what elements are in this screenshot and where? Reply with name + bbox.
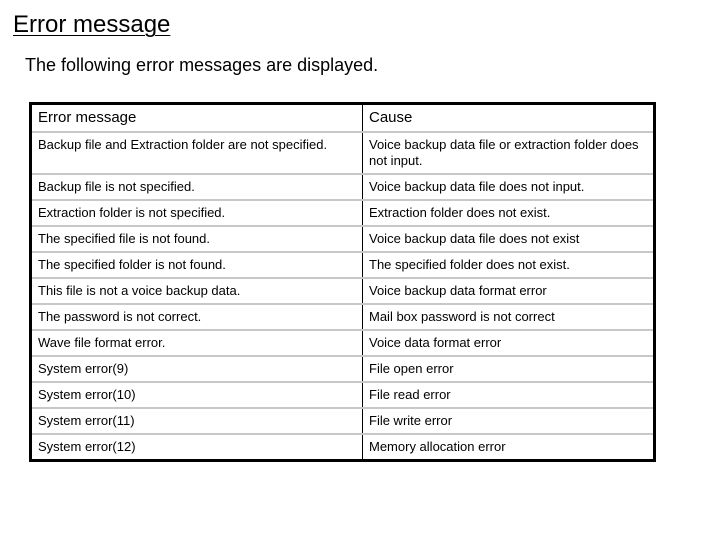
table-row bbox=[31, 356, 655, 382]
error-message-cell: Extraction folder is not specified. bbox=[31, 200, 363, 226]
error-table-body bbox=[31, 104, 655, 461]
table-header-row bbox=[31, 104, 655, 133]
error-message-cell: Backup file is not specified. bbox=[31, 174, 363, 200]
cause-cell: Voice backup data file or extraction folder does not input. bbox=[363, 132, 655, 174]
cause-cell: File write error bbox=[363, 408, 655, 434]
cause-cell: Mail box password is not correct bbox=[363, 304, 655, 330]
error-message-cell: System error(9) bbox=[31, 356, 363, 382]
table-row bbox=[31, 132, 655, 174]
table-row bbox=[31, 304, 655, 330]
error-message-table bbox=[29, 102, 656, 462]
cause-cell: Voice data format error bbox=[363, 330, 655, 356]
error-message-cell: System error(11) bbox=[31, 408, 363, 434]
table-row bbox=[31, 174, 655, 200]
error-message-cell: Backup file and Extraction folder are not specified. bbox=[31, 132, 363, 174]
table-row bbox=[31, 382, 655, 408]
cause-cell: Extraction folder does not exist. bbox=[363, 200, 655, 226]
error-message-cell: System error(12) bbox=[31, 434, 363, 461]
page-title: Error message bbox=[13, 11, 171, 38]
error-message-cell: The password is not correct. bbox=[31, 304, 363, 330]
table-row bbox=[31, 252, 655, 278]
page-subtitle: The following error messages are displayed. bbox=[25, 55, 379, 75]
error-message-cell: System error(10) bbox=[31, 382, 363, 408]
table-row bbox=[31, 330, 655, 356]
table-row bbox=[31, 408, 655, 434]
cause-cell: File open error bbox=[363, 356, 655, 382]
cause-cell: Voice backup data file does not input. bbox=[363, 174, 655, 200]
table-row bbox=[31, 200, 655, 226]
header-error-message: Error message bbox=[31, 104, 363, 133]
header-cause: Cause bbox=[363, 104, 655, 133]
cause-cell: Memory allocation error bbox=[363, 434, 655, 461]
error-message-cell: This file is not a voice backup data. bbox=[31, 278, 363, 304]
cause-cell: File read error bbox=[363, 382, 655, 408]
error-message-cell: Wave file format error. bbox=[31, 330, 363, 356]
error-message-cell: The specified file is not found. bbox=[31, 226, 363, 252]
cause-cell: Voice backup data file does not exist bbox=[363, 226, 655, 252]
cause-cell: The specified folder does not exist. bbox=[363, 252, 655, 278]
cause-cell: Voice backup data format error bbox=[363, 278, 655, 304]
table-row bbox=[31, 226, 655, 252]
table-row bbox=[31, 278, 655, 304]
table-row bbox=[31, 434, 655, 461]
error-message-cell: The specified folder is not found. bbox=[31, 252, 363, 278]
